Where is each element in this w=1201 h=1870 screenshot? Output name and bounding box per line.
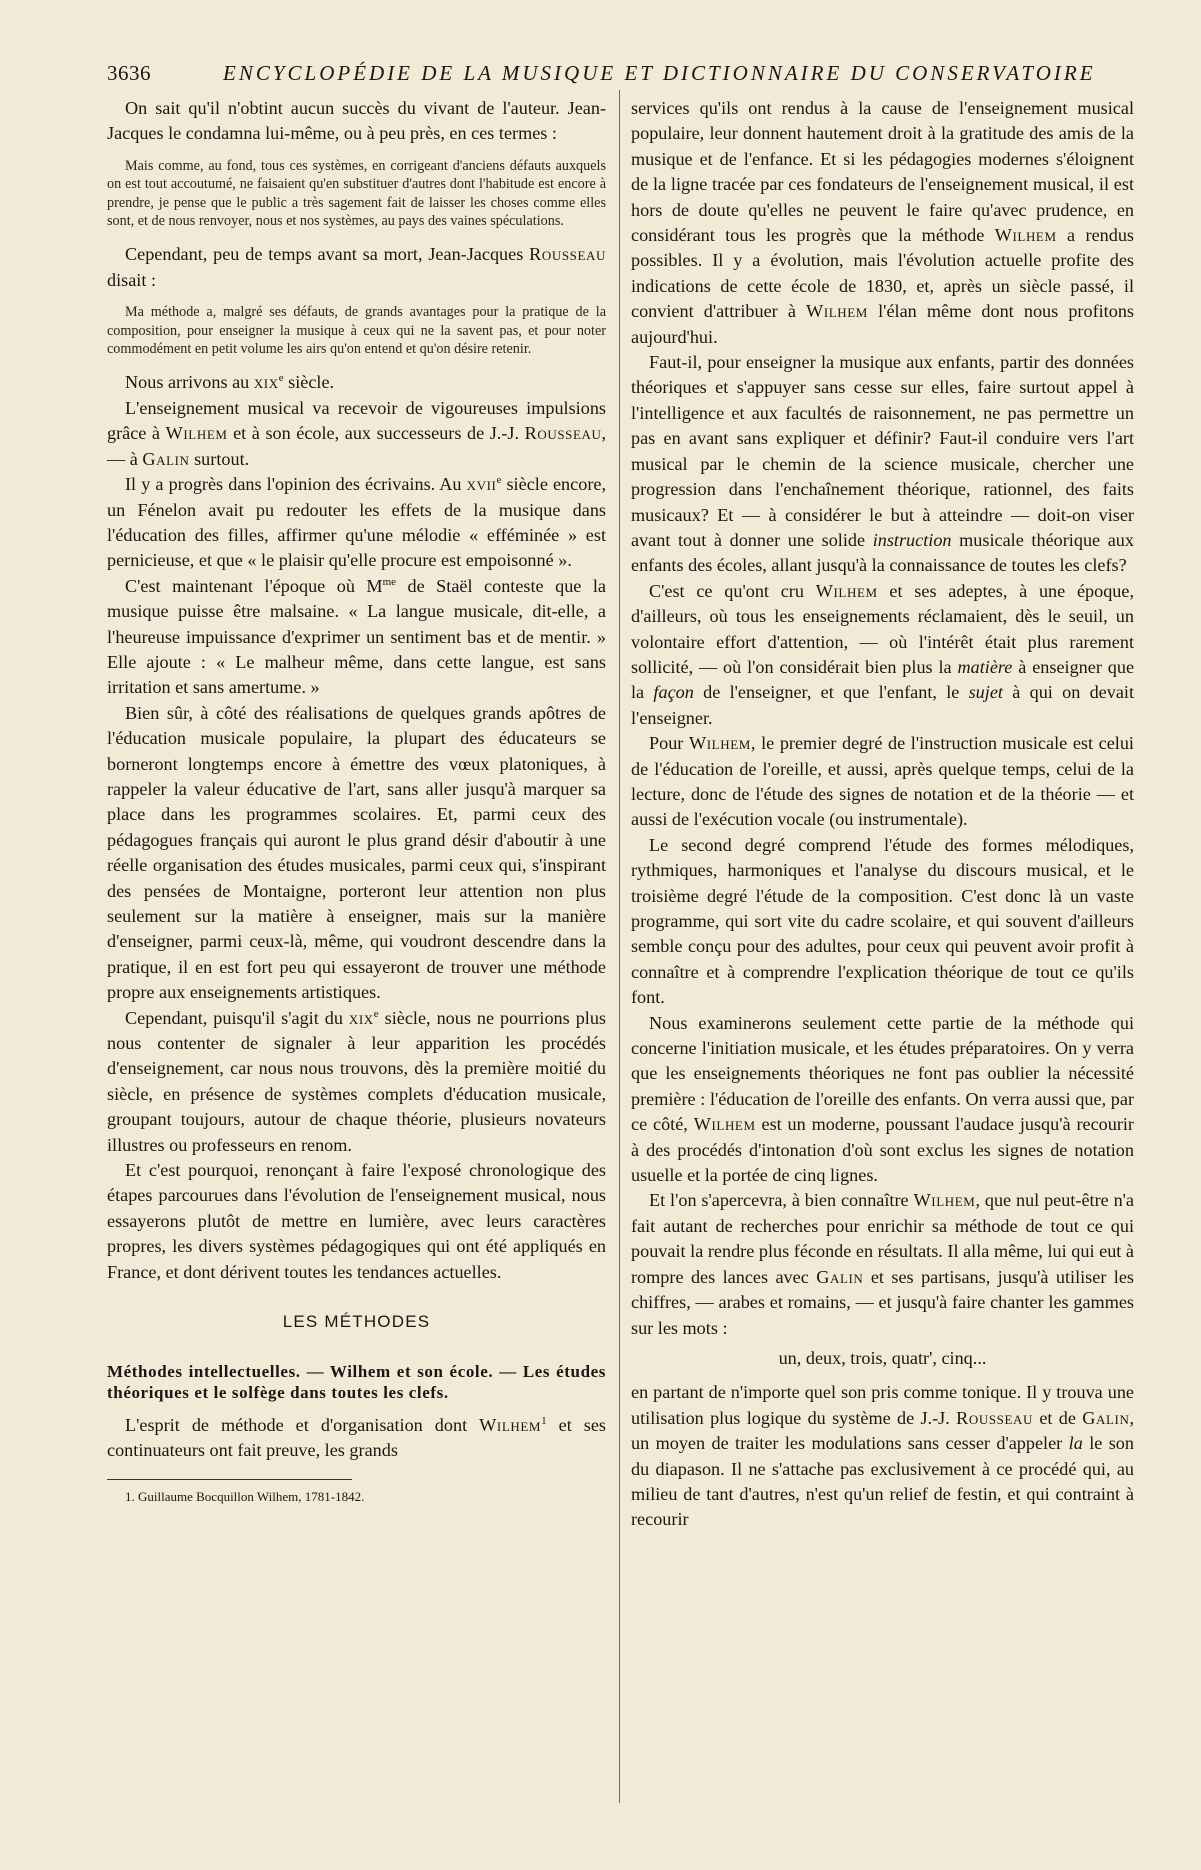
person-name: Galin (1082, 1407, 1130, 1428)
person-name: Wilhem (688, 733, 751, 754)
person-name: Galin (816, 1266, 864, 1287)
person-name: Rousseau (529, 244, 607, 265)
paragraph: services qu'ils ont rendus à la cause de l'enseignement musical populaire, leur donnent hautement droit à la gratitude des amis de la musique et de l'enfance. Et si les pédagogies modernes s'éloignent de la ligne tracée par ces fondateurs de l'enseignement musical, il est hors de doute qu'elles ne peuvent le faire qu'avec prudence, en considérant tous les progrès que la méthode Wilhem a rendus possibles. Il y a évolution, mais l'évolution actuelle profite des indications de cette école de 1830, et, après un siècle passé, il convient d'attribuer à Wilhem l'élan même dont nous profitons aujourd'hui. (631, 98, 1135, 347)
paragraph: Faut-il, pour enseigner la musique aux enfants, partir des données théoriques et s'appuyer sans cesse sur elles, faire surtout appel à l'intelligence et aux facultés de raisonnement, ne pas permettre un pas en avant sans expliquer et définir? Faut-il conduire vers l'art musical par le chemin de la science musicale, chercher une progression dans l'enchaînement théorique, rationnel, des faits musicaux? Et — à considérer le but à atteindre — doit-on viser avant tout à donner une solide instruction musicale théorique aux enfants des écoles, allant jusqu'à la connaissance de toutes les clefs? (631, 352, 1134, 576)
person-name: Wilhem (913, 1190, 976, 1211)
section-title: LES MÉTHODES (282, 1312, 431, 1332)
running-title: ENCYCLOPÉDIE DE LA MUSIQUE ET DICTIONNAIRE DU CONSERVATOIRE (223, 61, 1096, 85)
paragraph: C'est maintenant l'époque où $M^{me}$ de Staël conteste que la musique puisse être malsaine. « La langue musicale, dit-elle, a l'heureuse impuissance d'exprimer un sentiment bas et de mentir. » Elle ajoute : « Le malheur même, dans cette langue, est sans irritation et sans amertume. » (107, 575, 606, 698)
paragraph: Bien sûr, à côté des réalisations de quelques grands apôtres de l'éducation musicale populaire, la plupart des éducateurs se borneront longtemps encore à émettre des vœux platoniques, à rappeler la valeur éducative de l'art, sans aller jusqu'à marquer sa place dans les programmes scolaires. Et, parmi ceux des pédagogues français qui auront le plus grand désir d'aboutir à une réelle organisation des études musicales, parmi ceux qui, s'inspirant des pensées de Montaigne, porteront leur attention non plus seulement sur la matière à enseigner, mais sur la manière d'enseigner, parmi ceux-là, même, qui voudront descendre dans la pratique, il en est fort peu qui essayeront de trouver une méthode propre aux enseignements artistiques. (107, 702, 606, 1003)
person-name: Wilhem (165, 423, 228, 444)
person-name: Wilhem (479, 1414, 542, 1435)
paragraph: L'esprit de méthode et d'organisation dont Wilhem$^1$ et ses continuateurs ont fait preuve, les grands (107, 1414, 607, 1460)
paragraph: Nous arrivons au xix$^e$ siècle. (125, 372, 335, 393)
person-name: Rousseau (956, 1407, 1034, 1428)
block-quote: Mais comme, au fond, tous ces systèmes, en corrigeant d'anciens défauts auxquels on est tout accoutumé, ne faisaient qu'en substituer d'autres dont l'habitude est encore à prendre, je pense que le public a très sagement fait de laisser les choses comme elles sont, et de nous renvoyer, nous et nos systèmes, au pays des vaines spéculations. (107, 157, 606, 230)
person-name: Galin (142, 448, 190, 469)
footnote-rule (107, 1479, 352, 1480)
page-number: 3636 (107, 61, 151, 85)
left-column (107, 96, 606, 1506)
centered-line: un, deux, trois, quatr', cinq... (778, 1347, 987, 1368)
paragraph: Pour Wilhem, le premier degré de l'instruction musicale est celui de l'éducation de l'oreille, et aussi, après quelque temps, celui de la lecture, donc de l'étude des signes de notation et de la théorie — et aussi de l'exécution vocale (ou instrumentale). (631, 733, 1134, 830)
footnote-marker: 1 (541, 1414, 547, 1427)
paragraph: C'est ce qu'ont cru Wilhem et ses adeptes, à une époque, d'ailleurs, où tous les enseignements réclamaient, dès le seuil, un volontaire effort d'attention, — où l'intérêt était plus rarement sollicité, — où l'on considérait bien plus la matière à enseigner que la façon de l'enseigner, et que l'enfant, le sujet à qui on devait l'enseigner. (631, 580, 1135, 728)
paragraph: Cependant, peu de temps avant sa mort, Jean-Jacques Rousseau disait : (107, 244, 607, 290)
paragraph: Le second degré comprend l'étude des formes mélodiques, rythmiques, harmoniques et l'analyse du discours musical, et le troisième degré l'étude de la composition. C'est donc là un vaste programme, qui sort vite du cadre scolaire, et qui souvent d'ailleurs semble conçu pour des adultes, pour ceux qui peuvent avoir profit à connaître et à comprendre l'explication théorique de tout ce qu'ils font. (631, 834, 1134, 1008)
page-header (107, 58, 1133, 88)
paragraph: On sait qu'il n'obtint aucun succès du vivant de l'auteur. Jean-Jacques le condamna lui-même, ou à peu près, en ces termes : (107, 98, 606, 144)
paragraph: Et l'on s'apercevra, à bien connaître Wilhem, que nul peut-être n'a fait autant de recherches pour enrichir sa méthode de tout ce qui pouvait la rendre plus féconde en résultats. Il alla même, lui qui eut à rompre des lances avec Galin et ses partisans, jusqu'à utiliser les chiffres, — arabes et romains, — et jusqu'à faire chanter les gammes sur les mots : (631, 1190, 1135, 1338)
column-divider (619, 90, 620, 1803)
paragraph: L'enseignement musical va recevoir de vigoureuses impulsions grâce à Wilhem et à son école, aux successeurs de J.-J. Rousseau, — à Galin surtout. (107, 397, 607, 469)
person-name: Rousseau (524, 423, 602, 444)
paragraph: Nous examinerons seulement cette partie de la méthode qui concerne l'initiation musicale, et les études préparatoires. On y verra que les enseignements théoriques ne font pas oublier la nécessité première : l'éducation de l'oreille des enfants. On verra aussi que, par ce côté, Wilhem est un moderne, poussant l'audace jusqu'à recourir à des procédés d'intonation d'où sont exclus les signes de notation usuelle et la portée de cinq lignes. (631, 1012, 1134, 1186)
paragraph: Il y a progrès dans l'opinion des écrivains. Au xvii$^e$ siècle encore, un Fénelon avait pu redouter les effets de la musique dans l'éducation des filles, affirmer qu'une mélodie « efféminée » est pernicieuse, et que « le plaisir qu'elle procure est empoisonné ». (107, 474, 606, 571)
person-name: Wilhem (815, 580, 878, 601)
block-quote: Ma méthode a, malgré ses défauts, de grands avantages pour la pratique de la composition, pour enseigner la musique à ceux qui ne la savent pas, et pour noter commodément en petit volume les airs qu'on entend et qu'on désire retenir. (107, 304, 606, 358)
paragraph: Et c'est pourquoi, renonçant à faire l'exposé chronologique des étapes parcourues dans l'évolution de l'enseignement musical, nous essayerons plutôt de mettre en lumière, avec leurs caractères propres, les divers systèmes pédagogiques qui ont été appliqués en France, et dont dérivent toutes les tendances actuelles. (107, 1160, 606, 1282)
subsection-heading: Méthodes intellectuelles. — Wilhem et son école. — Les études théoriques et le solfège dans toutes les clefs. (107, 1361, 606, 1402)
person-name: Wilhem (806, 301, 868, 322)
footnote: 1. Guillaume Bocquillon Wilhem, 1781-1842. (125, 1489, 365, 1505)
person-name: Wilhem (693, 1114, 756, 1135)
paragraph: Cependant, puisqu'il s'agit du xix$^e$ siècle, nous ne pourrions plus nous contenter de signaler à leur apparition les procédés d'enseignement, car nous nous trouvons, dès la première moitié du siècle, en présence de systèmes complets d'éducation musicale, groupant toujours, autour de chaque théorie, plusieurs novateurs illustres ou professeurs en renom. (107, 1007, 607, 1155)
right-column (631, 96, 1134, 1533)
paragraph: en partant de n'importe quel son pris comme tonique. Il y trouva une utilisation plus logique du système de J.-J. Rousseau et de Galin, un moyen de traiter les modulations sans cesser d'appeler la le son du diapason. Il ne s'attache pas exclusivement à ce procédé qui, au milieu de tant d'autres, n'est qu'un relief de festin, et qui contraint à recourir (631, 1382, 1135, 1530)
person-name: Wilhem (994, 225, 1057, 246)
